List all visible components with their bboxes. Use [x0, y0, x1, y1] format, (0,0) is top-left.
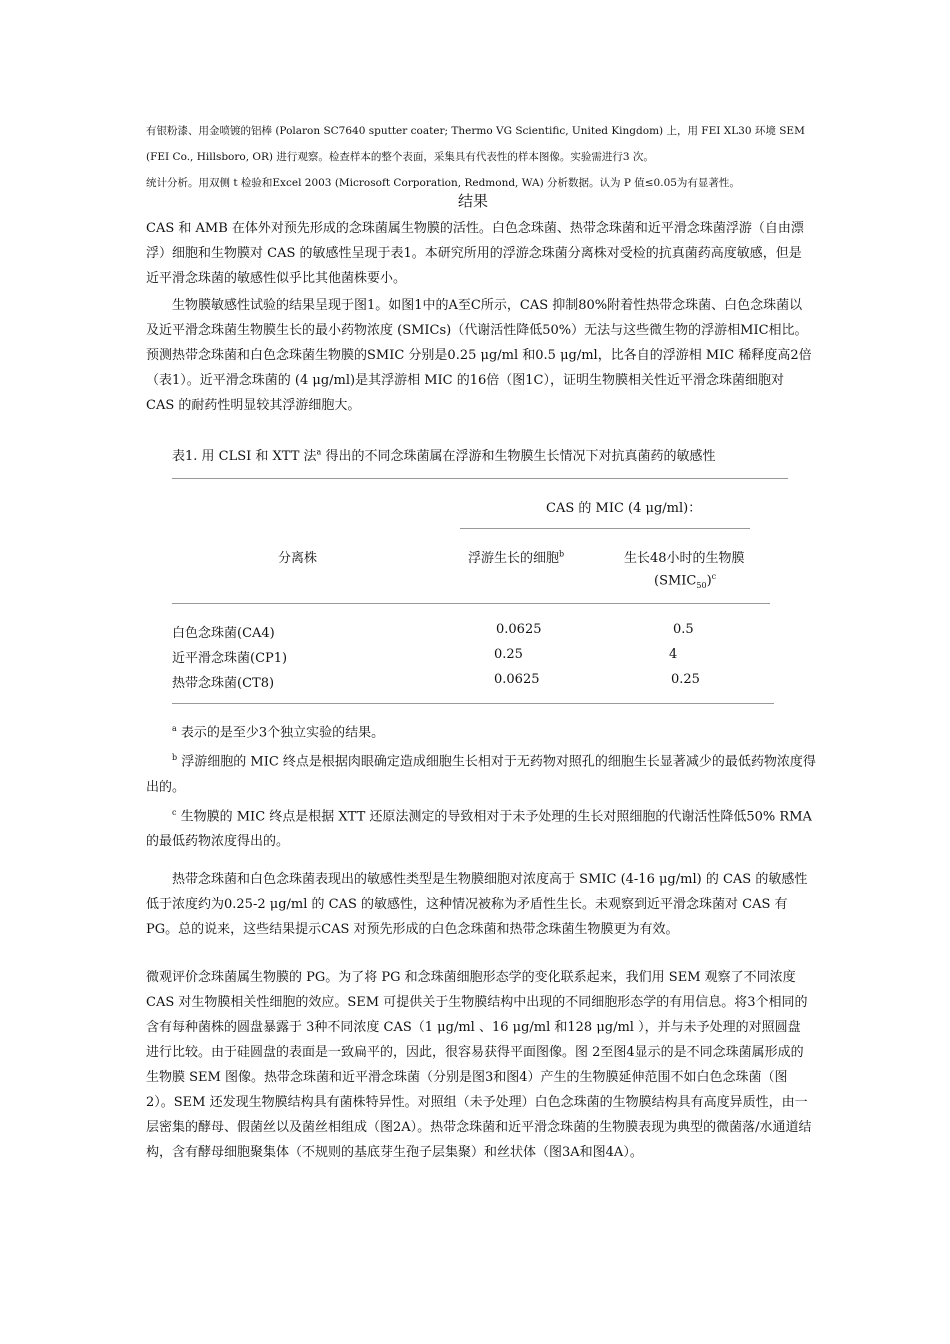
row-3-planktonic: 0.0625 [494, 672, 540, 687]
results-para-1 [146, 216, 812, 291]
row-2-planktonic: 0.25 [494, 647, 523, 662]
row-3-strain: 热带念珠菌(CT8) [172, 676, 275, 691]
table-group-header: CAS 的 MIC (4 μg/ml)： [546, 501, 702, 516]
caption-rest: 得出的不同念珠菌属在浮游和生物膜生长情况下对抗真菌药的敏感性 [321, 449, 716, 464]
footnote-a-mark: a [172, 724, 177, 733]
smic-sup: c [711, 572, 717, 581]
results-para-2 [146, 293, 812, 418]
para-1-text: CAS 和 AMB 在体外对预先形成的念珠菌属生物膜的活性。白色念珠菌、热带念珠菌和近平滑念珠菌浮游（自由漂浮）细胞和生物膜对 CAS 的敏感性呈现于表1。本研究所用的浮游念珠菌分离株对受检的抗真菌药高度敏感，但是近平滑念珠菌的敏感性似乎比其他菌株要小。 [146, 221, 804, 286]
statistics-line: 统计分析。用双侧 t 检验和Excel 2003 (Microsoft Corporation, Redmond, WA) 分析数据。认为 P 值≤0.05为有显著性。 [146, 177, 740, 189]
caption-sup: a [316, 447, 322, 457]
table-caption [172, 445, 715, 464]
row-1-strain: 白色念珠菌(CA4) [172, 626, 275, 641]
row-2-biofilm: 4 [669, 647, 678, 662]
table-group-rule [460, 528, 750, 529]
col-header-biofilm: 生长48小时的生物膜 [624, 551, 745, 566]
results-para-4 [146, 965, 812, 1165]
table-bottom-rule [172, 703, 774, 704]
footnote-a-text: 表示的是至少3个独立实验的结果。 [176, 725, 385, 741]
footnote-b-text: 浮游细胞的 MIC 终点是根据肉眼确定造成细胞生长相对于无药物对照孔的细胞生长显著减少的最低药物浓度得出的。 [146, 754, 816, 795]
footnote-c [146, 800, 826, 854]
footnote-c-text: 生物膜的 MIC 终点是根据 XTT 还原法测定的导致相对于未予处理的生长对照细胞的代谢活性降低50% RMA 的最低药物浓度得出的。 [146, 808, 812, 849]
caption-text: 表1. 用 CLSI 和 XTT 法 [172, 449, 317, 464]
smic-text: (SMIC [654, 573, 697, 589]
row-3-biofilm: 0.25 [671, 672, 700, 687]
table-top-rule [172, 478, 788, 479]
results-heading: 结果 [458, 192, 489, 210]
para-3-text: 热带念珠菌和白色念珠菌表现出的敏感性类型是生物膜细胞对浓度高于 SMIC (4-16 μg/ml) 的 CAS 的敏感性低于浓度约为0.25-2 μg/ml 的 CAS 的敏感性，这种情况被称为矛盾性生长。未观察到近平滑念珠菌对 CAS 有 PG。总的说来，这些结果提示CAS 对预先形成的白色念珠菌和热带念珠菌生物膜更为有效。 [146, 872, 808, 937]
smic-close: ) [706, 573, 712, 589]
row-1-planktonic: 0.0625 [496, 622, 542, 637]
methods-line-1: 有银粉漆、用金喷镀的铝棒 (Polaron SC7640 sputter coater; Thermo VG Scientific, United Kingdom) 上，用 FEI XL30 环境 SEM [146, 125, 805, 137]
row-1-biofilm: 0.5 [673, 622, 694, 637]
smic-sub: 50 [696, 580, 707, 590]
footnote-b [146, 745, 826, 799]
footnote-a [146, 716, 826, 745]
results-para-3 [146, 867, 812, 942]
col-planktonic-sup: b [559, 549, 565, 559]
col-planktonic-text: 浮游生长的细胞 [468, 551, 560, 566]
methods-line-2: (FEI Co., Hillsboro, OR) 进行观察。检查样本的整个表面，采集具有代表性的样本图像。实验需进行3 次。 [146, 151, 654, 163]
col-header-strain: 分离株 [278, 551, 318, 566]
table-header-rule [172, 603, 770, 604]
col-header-planktonic [468, 547, 564, 566]
para-2-text: 生物膜敏感性试验的结果呈现于图1。如图1中的A至C所示，CAS 抑制80%附着性热带念珠菌、白色念珠菌以及近平滑念珠菌生物膜生长的最小药物浓度 (SMICs)（代谢活性降低50%）无法与这些微生物的浮游相MIC相比。预测热带念珠菌和白色念珠菌生物膜的SMIC 分别是0.25 μg/ml 和0.5 μg/ml，比各自的浮游相 MIC 稀释度高2倍（表1）。近平滑念珠菌的 (4 μg/ml)是其浮游相 MIC 的16倍（图1C），证明生物膜相关性近平滑念珠菌细胞对CAS 的耐药性明显较其浮游细胞大。 [146, 298, 812, 413]
footnote-b-mark: b [172, 753, 178, 763]
row-2-strain: 近平滑念珠菌(CP1) [172, 651, 288, 666]
para-4-text: 微观评价念珠菌属生物膜的 PG。为了将 PG 和念珠菌细胞形态学的变化联系起来，我们用 SEM 观察了不同浓度 CAS 对生物膜相关性细胞的效应。SEM 可提供关于生物膜结构中出现的不同细胞形态学的有用信息。将3个相同的含有每种菌株的圆盘暴露于 3种不同浓度 CAS（1 μg/ml 、16 μg/ml 和128 μg/ml ），并与未予处理的对照圆盘进行比较。由于硅圆盘的表面是一致扁平的，因此，很容易获得平面图像。图 2至图4显示的是不同念珠菌属形成的生物膜 SEM 图像。热带念珠菌和近平滑念珠菌（分别是图3和图4）产生的生物膜延伸范围不如白色念珠菌（图2）。SEM 还发现生物膜结构具有菌株特异性。对照组（未予处理）白色念珠菌的生物膜结构具有高度异质性，由一层密集的酵母、假菌丝以及菌丝相组成（图2A）。热带念珠菌和近平滑念珠菌的生物膜表现为典型的微菌落/水通道结构，含有酵母细胞聚集体（不规则的基底芽生孢子层集聚）和丝状体（图3A和图4A）。 [146, 970, 812, 1160]
table-footnotes [146, 716, 826, 854]
footnote-c-mark: c [172, 807, 177, 817]
col-header-biofilm-smic [654, 572, 716, 590]
